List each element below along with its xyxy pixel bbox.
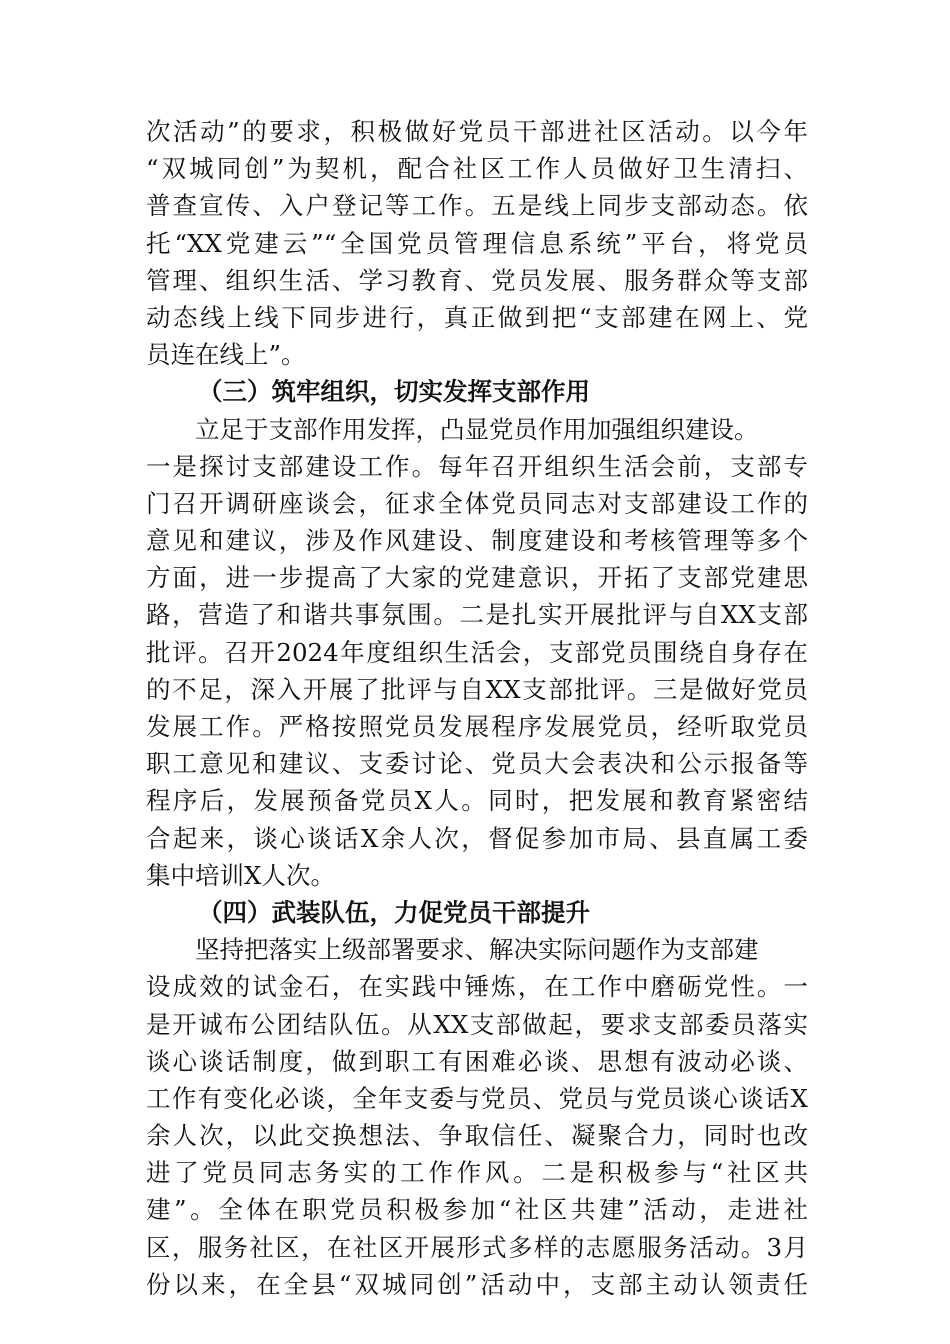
body-text-line: 坚持把落实上级部署要求、解决实际问题作为支部建 <box>195 935 759 965</box>
body-text-line: 谈心谈话制度，做到职工有困难必谈、思想有波动必谈、 <box>146 1046 808 1076</box>
body-text-line: 区，服务社区，在社区开展形式多样的志愿服务活动。3月 <box>146 1232 808 1262</box>
body-text-line: 余人次，以此交换想法、争取信任、凝聚合力，同时也改 <box>146 1121 808 1151</box>
body-text-line: 程序后，发展预备党员X人。同时，把发展和教育紧密结 <box>146 786 808 816</box>
body-text-line: 进了党员同志务实的工作作风。二是积极参与“社区共 <box>146 1158 808 1188</box>
body-text-line: 意见和建议，涉及作风建设、制度建设和考核管理等多个 <box>146 526 808 556</box>
body-text-line: 集中培训X人次。 <box>146 860 335 890</box>
body-text-line: 的不足，深入开展了批评与自XX支部批评。三是做好党员 <box>146 674 808 704</box>
body-text-line: 方面，进一步提高了大家的党建意识，开拓了支部党建思 <box>146 563 808 593</box>
body-text-line: 托“XX党建云”“全国党员管理信息系统”平台，将党员 <box>146 228 808 258</box>
document-body <box>146 113 808 1303</box>
section-heading: （四）武装队伍，力促党员干部提升 <box>198 897 590 927</box>
body-text-line: 普查宣传、入户登记等工作。五是线上同步支部动态。依 <box>146 191 808 221</box>
section-heading: （三）筑牢组织，切实发挥支部作用 <box>198 377 590 407</box>
body-text-line: 建”。全体在职党员积极参加“社区共建”活动，走进社 <box>146 1195 808 1225</box>
body-text-line: 一是探讨支部建设工作。每年召开组织生活会前，支部专 <box>146 451 808 481</box>
body-text-line: 批评。召开2024年度组织生活会，支部党员围绕自身存在 <box>146 637 808 667</box>
body-text-line: 立足于支部作用发挥，凸显党员作用加强组织建设。 <box>195 414 759 444</box>
body-text-line: 设成效的试金石，在实践中锤炼，在工作中磨砺党性。一 <box>146 972 808 1002</box>
body-text-line: 员连在线上”。 <box>146 340 306 370</box>
body-text-line: 发展工作。严格按照党员发展程序发展党员，经听取党员 <box>146 712 808 741</box>
body-text-line: 是开诚布公团结队伍。从XX支部做起，要求支部委员落实 <box>146 1009 808 1039</box>
body-text-line: “双城同创”为契机，配合社区工作人员做好卫生清扫、 <box>146 154 808 184</box>
body-text-line: 路，营造了和谐共事氛围。二是扎实开展批评与自XX支部 <box>146 600 808 630</box>
body-text-line: 合起来，谈心谈话X余人次，督促参加市局、县直属工委 <box>146 823 808 853</box>
body-text-line: 次活动”的要求，积极做好党员干部进社区活动。以今年 <box>146 117 808 146</box>
body-text-line: 动态线上线下同步进行，真正做到把“支部建在网上、党 <box>146 302 808 332</box>
body-text-line: 门召开调研座谈会，征求全体党员同志对支部建设工作的 <box>146 488 808 518</box>
body-text-line: 职工意见和建议、支委讨论、党员大会表决和公示报备等 <box>146 749 808 779</box>
body-text-line: 份以来，在全县“双城同创”活动中，支部主动认领责任 <box>146 1269 808 1299</box>
body-text-line: 工作有变化必谈，全年支委与党员、党员与党员谈心谈话X <box>146 1083 808 1113</box>
body-text-line: 管理、组织生活、学习教育、党员发展、服务群众等支部 <box>146 265 808 295</box>
